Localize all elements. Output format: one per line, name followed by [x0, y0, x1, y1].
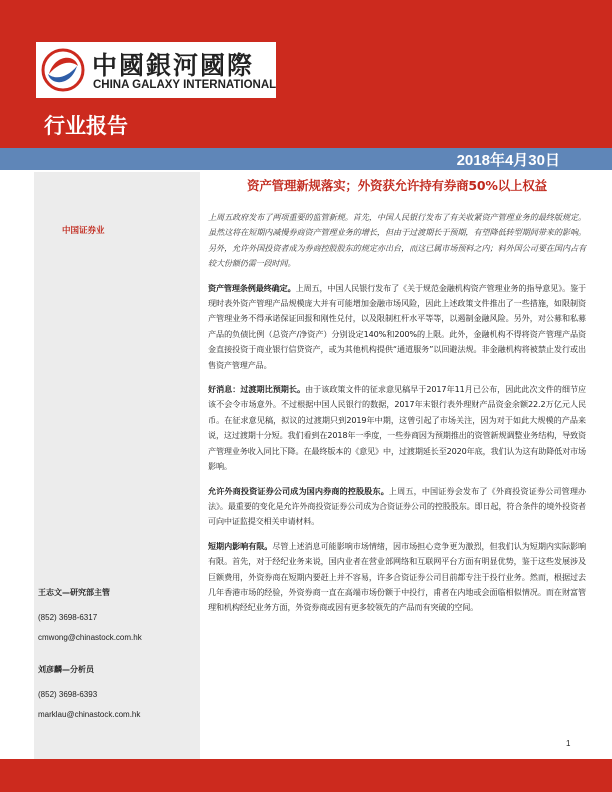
section-heading: 短期内影响有限。	[208, 540, 273, 551]
section-heading: 好消息：过渡期比预期长。	[208, 384, 306, 395]
section-body: 上周五，中国证券会发布了《外商投资证券公司管理办法》。最重要的变化是允许外商投资证券公司成为合资证券公司的控股股东。即日起，符合条件的境外投资者可向中证监提交相关申请材料。	[208, 485, 587, 527]
analyst-email[interactable]: marklau@chinastock.com.hk	[38, 710, 141, 719]
section-body: 上周五，中国人民银行发布了《关于规范金融机构资产管理业务的指导意见》。鉴于现时表外资产管理产品规模庞大并有可能增加金融市场风险，因此上述政策文件推出了一些措施，如限制资产管理业务不得承诺保证回报和刚性兑付，以及限制杠杆水平等等，以遏制金融风险。另外，对公募和私募产品的负债比例（总资产/净资产）分别设定140%和200%的上限。此外，金融机构不得将资产管理产品资金直接投资于商业银行信贷资产，或为其他机构提供“通道服务”以回避法规。非金融机构将被禁止发行或出售资产管理产品。	[208, 282, 586, 370]
section-paragraph	[208, 281, 586, 373]
footer-bar	[0, 759, 612, 792]
page-number: 1	[566, 739, 571, 748]
analyst-name: 王志文—研究部主管	[38, 588, 110, 597]
brand-name-en: CHINA GALAXY INTERNATIONAL	[93, 79, 277, 91]
section-body: 由于该政策文件的征求意见稿早于2017年11月已公布，因此此次文件的细节应该不会令市场意外。不过根据中国人民银行的数据，2017年末银行表外理财产品资金余额22.2万亿元人民币。在征求意见稿，拟议的过渡期只到2019年中期，这曾引起了市场关注，因为对于如此大规模的产品来说，这过渡期十分短。我们看到在2018年一季度，一些券商因为预期推出的资管新规调整业务结构，导致资产管理业务收入同比下降。在最终版本的《意见》中，过渡期延长至2020年底，我们认为这有助降低对市场影响。	[208, 384, 586, 472]
analyst-phone: (852) 3698-6393	[38, 690, 98, 699]
section-paragraph	[208, 484, 586, 530]
header-banner	[0, 0, 612, 148]
analyst-name: 刘彦麟—分析员	[38, 665, 94, 674]
section-paragraph	[208, 382, 586, 474]
section-body: 尽管上述消息可能影响市场情绪，因市场担心竞争更为激烈，但我们认为短期内实际影响有限。首先，对于经纪业务来说，国内业者在营业部网络和互联网平台方面有明显优势，鉴于这些发展涉及巨额费用，外资券商在短期内要赶上并不容易，许多合资证券公司目前都专注于投行业务。然而，根据过去几年香港市场的经验，外资券商一直在高端市场份额于中投行，甫者在内地或会面临相似情况。而在财富管理和机构经纪业务方面，外资券商或因有更多较领先的产品而有突破的空间。	[208, 540, 586, 613]
report-body	[208, 210, 586, 616]
report-date: 2018年4月30日	[456, 152, 560, 169]
intro-paragraph: 上周五政府发布了两项重要的监管新规。首先，中国人民银行发布了有关收紧资产管理业务的最终版规定。虽然这将在短期内减慢券商资产管理业务的增长，但由于过渡期长于预期，有望降低转型期间带来的影响。另外，允许外国投资者成为券商控股股东的规定亦出台，而这已属市场预料之内；料外国公司要在国内占有较大份额仍需一段时间。	[208, 212, 586, 269]
date-band	[0, 148, 612, 170]
analyst-email[interactable]: cmwong@chinastock.com.hk	[38, 633, 142, 642]
section-paragraph	[208, 539, 586, 616]
report-type: 行业报告	[44, 114, 128, 138]
logo	[36, 42, 276, 98]
galaxy-logo-icon	[41, 48, 85, 92]
analyst-contacts	[38, 587, 198, 730]
section-heading: 允许外商投资证券公司成为国内券商的控股股东。	[208, 485, 389, 496]
industry-label: 中国证券业	[62, 226, 105, 236]
report-title: 资产管理新规落实；外资获允许持有券商50%以上权益	[247, 178, 547, 193]
analyst-phone: (852) 3698-6317	[38, 613, 98, 622]
section-heading: 资产管理条例最终确定。	[208, 282, 296, 293]
brand-name-cn: 中國銀河國際	[92, 51, 255, 80]
